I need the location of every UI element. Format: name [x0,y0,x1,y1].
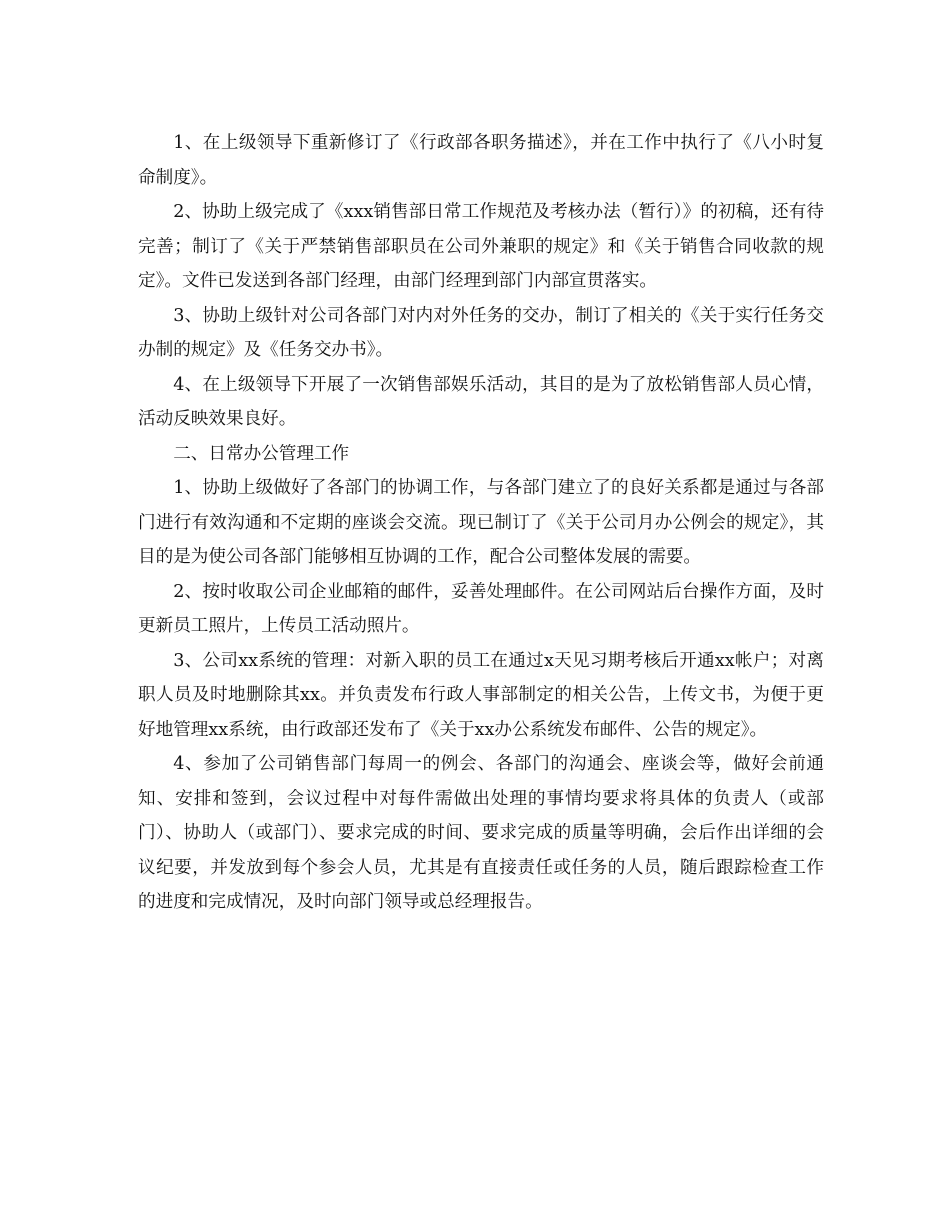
paragraph-4: 4、在上级领导下开展了一次销售部娱乐活动，其目的是为了放松销售部人员心情，活动反映效果良好。 [138,374,824,429]
paragraph-8: 4、参加了公司销售部门每周一的例会、各部门的沟通会、座谈会等，做好会前通知、安排和签到，会议过程中对每件需做出处理的事情均要求将具体的负责人（或部门）、协助人（或部门）、要求完成的时间、要求完成的质量等明确，会后作出详细的会议纪要，并发放到每个参会人员，尤其是有直接责任或任务的人员，随后跟踪检查工作的进度和完成情况，及时向部门领导或总经理报告。 [138,754,824,912]
paragraph-7: 3、公司xx系统的管理：对新入职的员工在通过x天见习期考核后开通xx帐户；对离职人员及时地删除其xx。并负责发布行政人事部制定的相关公告，上传文书，为便于更好地管理xx系统，由行政部还发布了《关于xx办公系统发布邮件、公告的规定》。 [138,650,824,740]
paragraph-3: 3、协助上级针对公司各部门对内对外任务的交办，制订了相关的《关于实行任务交办制的规定》及《任务交办书》。 [138,305,824,360]
paragraph-5: 1、协助上级做好了各部门的协调工作，与各部门建立了的良好关系都是通过与各部门进行有效沟通和不定期的座谈会交流。现已制订了《关于公司月办公例会的规定》，其目的是为使公司各部门能够相互协调的工作，配合公司整体发展的需要。 [138,478,824,567]
paragraph-2: 2、协助上级完成了《xxx销售部日常工作规范及考核办法（暂行）》的初稿，还有待完善；制订了《关于严禁销售部职员在公司外兼职的规定》和《关于销售合同收款的规定》。文件已发送到各部门经理，由部门经理到部门内部宣贯落实。 [138,202,824,291]
section-heading: 二、日常办公管理工作 [173,443,350,464]
paragraph-1: 1、在上级领导下重新修订了《行政部各职务描述》，并在工作中执行了《八小时复命制度》。 [138,133,824,188]
document-body [138,126,824,920]
paragraph-6: 2、按时收取公司企业邮箱的邮件，妥善处理邮件。在公司网站后台操作方面，及时更新员工照片，上传员工活动照片。 [138,581,824,636]
